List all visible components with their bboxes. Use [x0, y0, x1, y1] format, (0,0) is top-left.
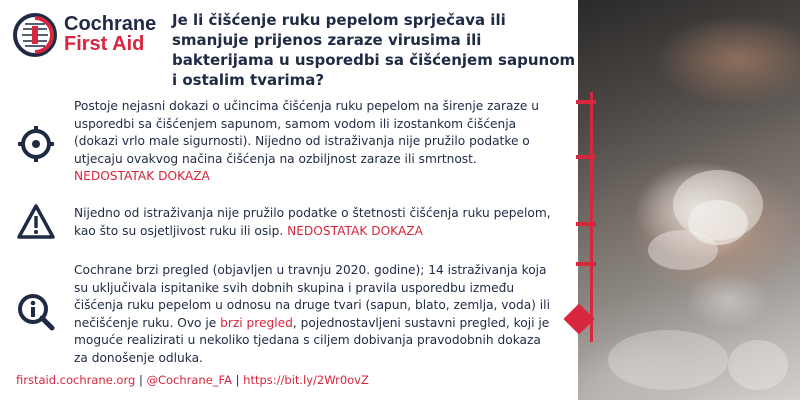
site-link[interactable]: firstaid.cochrane.org: [16, 373, 136, 387]
brand-name: [64, 14, 156, 54]
review-text-after: , pojednostavljeni sustavni pregled, koji je moguće realizirati u nekoliko tjedana s ciljem dobivanja pravodobnih dokaza za donošenje odluka.: [74, 315, 550, 365]
footer-separator: |: [231, 373, 244, 387]
effects-paragraph: [74, 98, 554, 186]
target-icon: [16, 124, 56, 164]
twitter-handle-link[interactable]: @Cochrane_FA: [146, 373, 232, 387]
red-tick: [576, 262, 596, 266]
info-search-icon: [16, 292, 56, 332]
short-link[interactable]: https://bit.ly/2Wr0ovZ: [243, 373, 369, 387]
page-title: Je li čišćenje ruku pepelom sprječava ili smanjuje prijenos zaraze virusima ili bakterijama u usporedbi sa čišćenjem sapunom i ostalim tvarima?: [172, 11, 576, 89]
cochrane-logo-icon: [12, 12, 58, 58]
review-paragraph: [74, 262, 554, 367]
footer-separator: |: [135, 373, 147, 387]
red-tick: [576, 100, 596, 104]
brand-line-2: First Aid: [64, 33, 145, 55]
brand-line-1: Cochrane: [64, 13, 157, 35]
evidence-gap-label: NEDOSTATAK DOKAZA: [287, 223, 423, 238]
footer: [16, 373, 369, 387]
review-text-before: Cochrane brzi pregled (objavljen u travnju 2020. godine); 14 istraživanja koja su uključivala ispitanike svih dobnih skupina i pravila usporedbu između čišćenja ruku pepelom u odnosu na druge tvari (sapun, blato, zemlja, voda) ili nečišćenje ruku. Ovo je: [74, 263, 550, 330]
rapid-review-link[interactable]: brzi pregled: [220, 315, 293, 330]
effects-text: Postoje nejasni dokazi o učincima čišćenja ruku pepelom na širenje zaraze u usporedbi sa čišćenjem sapunom, samom vodom ili izostankom čišćenja (dokazi vrlo male sigurnosti). Nijedno od istraživanja nije pružilo podatke o utjecaju ovakvog načina čišćenja na ozbiljnost zaraze ili smrtnost.: [74, 99, 539, 166]
red-tick: [576, 222, 596, 226]
harms-paragraph: [74, 205, 554, 240]
harms-text: Nijedno od istraživanja nije pružilo podatke o štetnosti čišćenja ruku pepelom, kao što su osjetljivost ruku ili osip.: [74, 206, 551, 238]
red-accent-line: [590, 92, 593, 342]
evidence-gap-label: NEDOSTATAK DOKAZA: [74, 169, 210, 183]
warning-icon: [16, 202, 56, 242]
red-tick: [576, 155, 596, 159]
hands-with-ash-photo: [578, 0, 800, 400]
